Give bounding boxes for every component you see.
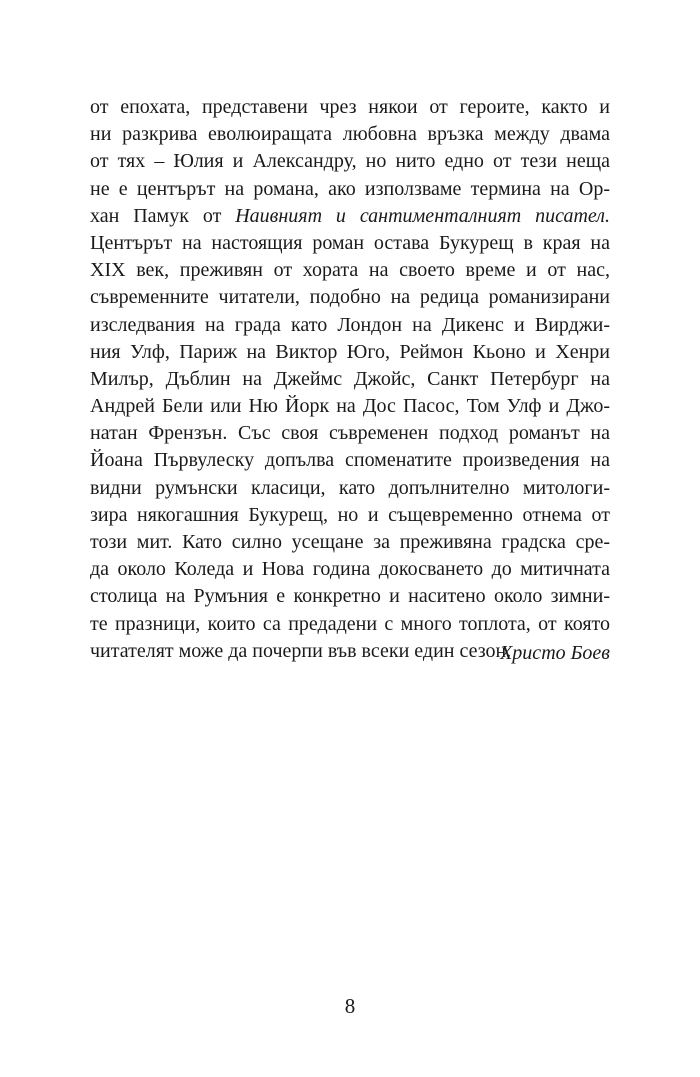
text-line: XIX век, преживян от хората на своето време и от нас, [90, 259, 610, 282]
text-line: от епохата, представени чрез някои от героите, както и [90, 96, 610, 118]
text-line: съвременните читатели, подобно на редица романизирани [90, 286, 610, 309]
text-line: от тях – Юлия и Александру, но нито едно от тези неща [90, 150, 610, 173]
text-line: този мит. Като силно усещане за преживяна градска сре- [90, 531, 610, 553]
text-line: натан Френзън. Със своя съвременен подход романът на [90, 422, 610, 445]
text-line-last: читателят може да почерпи във всеки един сезон. [90, 639, 512, 662]
text-line: зира някогашния Букурещ, но и същевременно отнема от [90, 503, 610, 526]
book-title-italic: Наивният и сантименталният писател. [235, 204, 610, 227]
text-line: Андрей Бели или Ню Йорк на Дос Пасос, Том Улф и Джо- [90, 395, 610, 418]
body-text [90, 94, 610, 665]
text-line: да около Коледа и Нова година докосването до митичната [90, 558, 610, 581]
text-line: те празници, които са предадени с много топлота, от която [90, 612, 610, 635]
author-signature: Христо Боев [500, 642, 610, 664]
text-line-plain: хан Памук от [90, 204, 236, 227]
text-line: Центърът на настоящия роман остава Букурещ в края на [90, 231, 610, 254]
text-line: ни разкрива еволюиращата любовна връзка между двама [90, 123, 610, 146]
text-line [90, 203, 610, 230]
text-line: ния Улф, Париж на Виктор Юго, Реймон Кьоно и Хенри [90, 340, 610, 363]
page-number: 8 [344, 994, 356, 1018]
text-line: видни румънски класици, като допълнително митологи- [90, 476, 610, 499]
text-line: Йоана Първулеску допълва споменатите произведения на [90, 449, 610, 472]
text-line: Милър, Дъблин на Джеймс Джойс, Санкт Петербург на [90, 367, 610, 390]
text-line: столица на Румъния е конкретно и наситено около зимни- [90, 585, 610, 608]
text-line: не е центърът на романа, ако използваме термина на Ор- [90, 177, 610, 200]
text-line: изследвания на града като Лондон на Дикенс и Вирджи- [90, 313, 610, 336]
